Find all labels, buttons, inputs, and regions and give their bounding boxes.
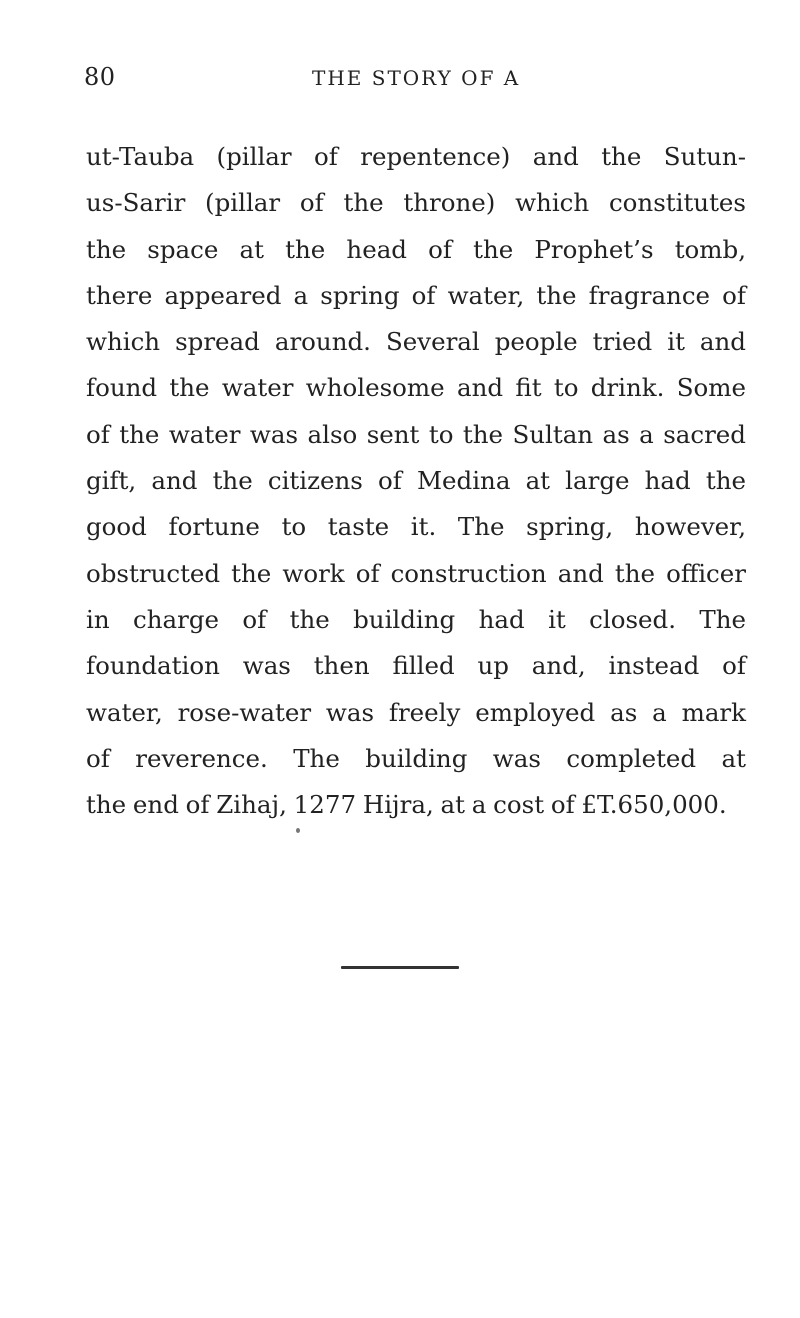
text-line: in charge of the building had it closed. The xyxy=(86,604,746,634)
text-line: of the water was also sent to the Sultan as a sacred xyxy=(86,419,746,449)
text-line: foundation was then filled up and, instead of xyxy=(86,651,746,681)
text-line: found the water wholesome and fit to drink. Some xyxy=(86,373,746,403)
text-line: ut-Tauba (pillar of repentence) and the Sutun- xyxy=(86,142,746,171)
section-end-rule xyxy=(341,966,459,969)
text-line: the space at the head of the Prophet’s tomb, xyxy=(86,234,746,264)
text-line: water, rose-water was freely employed as a mark xyxy=(86,697,746,727)
text-line: there appeared a spring of water, the fragrance of xyxy=(86,280,746,310)
page-number: 80 xyxy=(84,63,116,91)
text-line: gift, and the citizens of Medina at large had the xyxy=(86,466,746,496)
text-line: good fortune to taste it. The spring, however, xyxy=(86,512,746,542)
text-line: which spread around. Several people tried it and xyxy=(86,327,746,357)
running-head: THE STORY OF A xyxy=(312,66,521,90)
text-line: us-Sarir (pillar of the throne) which constitutes xyxy=(86,188,746,218)
text-line: obstructed the work of construction and the officer xyxy=(86,558,746,588)
ink-speck xyxy=(296,828,300,833)
text-line-last: the end of Zihaj, 1277 Hijra, at a cost of £T.650,000. xyxy=(86,790,727,820)
body-paragraph xyxy=(86,134,746,828)
text-line: of reverence. The building was completed at xyxy=(86,743,746,773)
